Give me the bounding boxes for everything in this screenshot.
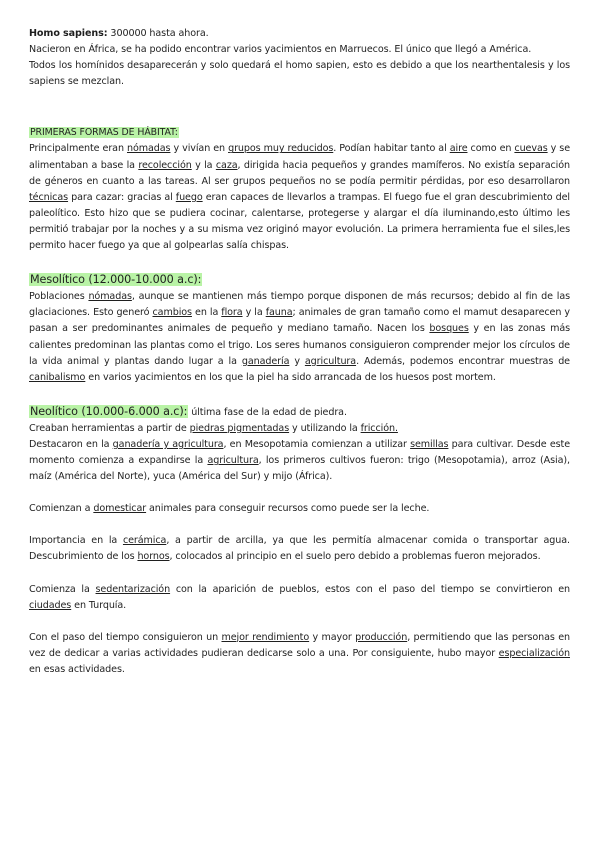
neolitico-paragraph-3: Comienzan a domesticar animales para conseguir recursos como puede ser la leche.	[29, 503, 430, 515]
section-heading-habitat: PRIMERAS FORMAS DE HÁBITAT:	[30, 127, 178, 139]
neolitico-paragraph-6: Con el paso del tiempo consiguieron un mejor rendimiento y mayor producción, permitiendo que las personas en vez de dedicar a varias actividades pudieran dedicarse solo a una. Por consiguiente, hubo mayor especialización en esas actividades.	[29, 631, 570, 675]
neolitico-paragraph-5: Comienza la sedentarización con la aparición de pueblos, estos con el paso del tiempo se convirtieron en ciudades en Turquía.	[29, 583, 570, 611]
section-heading-mesolitico: Mesolítico (12.000-10.000 a.c):	[30, 273, 202, 287]
section-habitat	[29, 125, 570, 254]
neolitico-paragraph-1: Creaban herramientas a partir de piedras pigmentadas y utilizando la fricción.	[29, 422, 398, 434]
intro-block	[29, 26, 570, 90]
habitat-paragraph: Principalmente eran nómadas y vivían en grupos muy reducidos. Podían habitar tanto al aire como en cuevas y se alimentaban a base la recolección y la caza, dirigida hacia pequeños y grandes mamíferos. No existía separación de géneros en cuanto a las tareas. Al ser grupos pequeños no se podía permitir pérdidas, por eso desarrollaron técnicas para cazar: gracias al fuego eran capaces de llevarlos a trampas. El fuego fue el gran descubrimiento del paleolítico. Esto hizo que se pudiera cocinar, calentarse, protegerse y alargar el día iluminando,esto último les permitió trabajar por la noches y a su misma vez originó mayor evolución. La primera herramienta fue el siles,les permito hacer fuego ya que al golpearlas salía chispas.	[29, 143, 571, 252]
section-heading-neolitico: Neolítico (10.000-6.000 a.c): última fase de la edad de piedra.	[30, 404, 347, 418]
intro-line-3: Todos los homínidos desaparecerán y solo quedará el homo sapien, esto es debido a que los nearthentalesis y los sapiens se mezclan.	[29, 60, 570, 88]
homo-sapiens-label: Homo sapiens:	[29, 28, 108, 39]
section-mesolitico	[29, 272, 570, 386]
section-neolitico	[29, 404, 570, 678]
neolitico-paragraph-4: Importancia en la cerámica, a partir de arcilla, ya que les permitía almacenar comida o transportar agua. Descubrimiento de los hornos, colocados al principio en el suelo pero debido a problemas fueron mejorados.	[29, 535, 570, 563]
neolitico-paragraph-2: Destacaron en la ganadería y agricultura, en Mesopotamia comienzan a utilizar semillas para cultivar. Desde este momento comienza a expandirse la agricultura, los primeros cultivos fueron: trigo (Mesopotamia), arroz (Asia), maíz (América del Norte), yuca (América del Sur) y mijo (África).	[29, 438, 571, 483]
mesolitico-paragraph: Poblaciones nómadas, aunque se mantienen más tiempo porque disponen de más recursos; debido al fin de las glaciaciones. Esto generó cambios en la flora y la fauna; animales de gran tamaño como el mamut desaparecen y pasan a ser predominantes animales de pequeño y mediano tamaño. Nacen los bosques y en las zonas más calientes predominan las plantas como el trigo. Los seres humanos consiguieron comprender mejor los círculos de la vida animal y plantas dando lugar a la ganadería y agricultura. Además, podemos encontrar muestras de canibalismo en varios yacimientos en los que la piel ha sido arrancada de los huesos post mortem.	[29, 291, 571, 383]
intro-line-2: Nacieron en África, se ha podido encontrar varios yacimientos en Marruecos. El único que llegó a América.	[29, 44, 532, 56]
intro-line-1: Homo sapiens: 300000 hasta ahora.	[29, 28, 209, 39]
